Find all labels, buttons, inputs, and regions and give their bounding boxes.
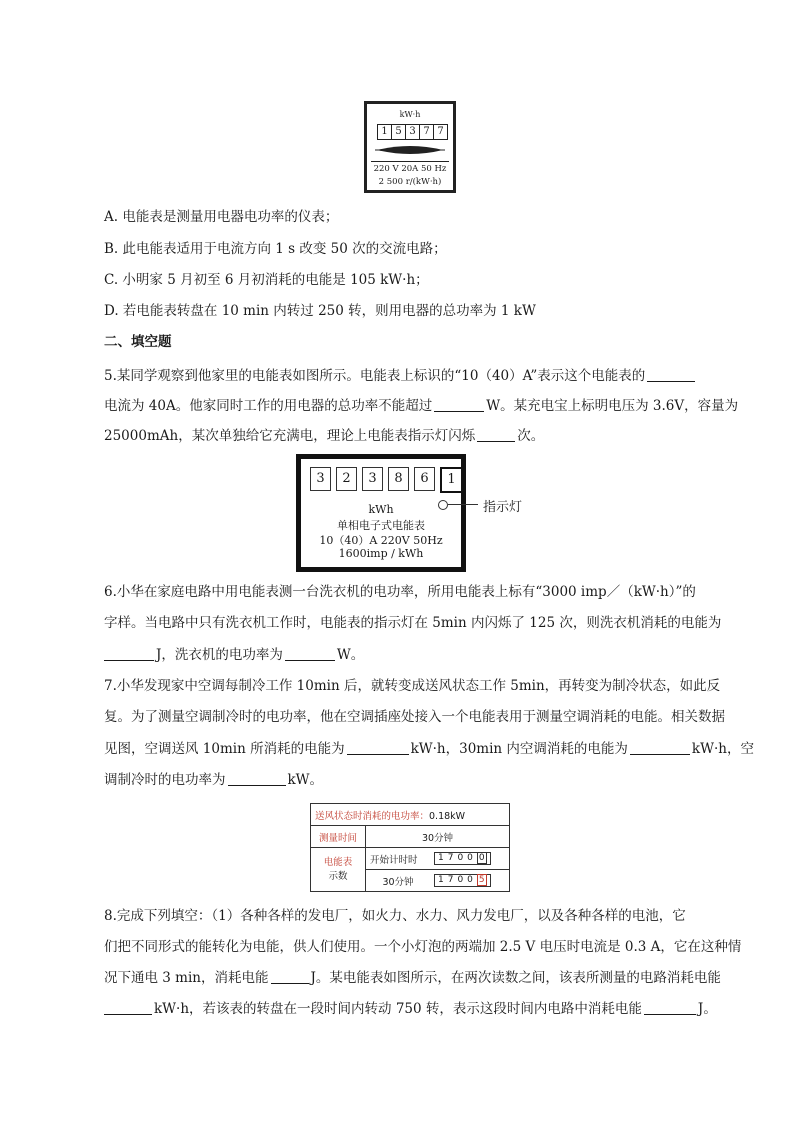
- q5-text: 5.某同学观察到他家里的电能表如图所示。电能表上标识的“10（40）A”表示这个电能表的: [104, 368, 646, 384]
- answer-blank[interactable]: [477, 427, 515, 442]
- q7-text: kW。: [287, 772, 324, 788]
- meter1-constant: 2 500 r/(kW·h): [378, 177, 442, 187]
- end-last-digit: 5: [478, 875, 485, 885]
- meter1-unit: kW·h: [399, 110, 421, 119]
- q6-text: W。: [336, 647, 365, 663]
- meter2-digit: 3: [362, 467, 383, 491]
- answer-blank[interactable]: [285, 646, 335, 661]
- q4-option-c: C. 小明家 5 月初至 6 月初消耗的电能是 105 kW·h；: [104, 272, 429, 288]
- q4-option-d: D. 若电能表转盘在 10 min 内转过 250 转，则用电器的总功率为 1 kW: [104, 303, 536, 319]
- q8-line-4: [104, 999, 717, 1019]
- table-cell: [311, 804, 510, 826]
- table-row: [311, 826, 510, 848]
- indicator-light-icon: [438, 500, 448, 510]
- answer-blank[interactable]: [228, 771, 286, 786]
- q7-line-1: 7.小华发现家中空调每制冷工作 10min 后，就转变成送风状态工作 5min，再转变为制冷状态，如此反: [104, 678, 721, 694]
- q8-text: 况下通电 3 min，消耗电能: [104, 970, 269, 986]
- answer-blank[interactable]: [644, 1000, 696, 1015]
- table-cell: 测量时间: [311, 826, 366, 848]
- q7-text: 见图，空调送风 10min 所消耗的电能为: [104, 741, 345, 757]
- q5-text: 25000mAh，某次单独给它充满电，理论上电能表指示灯闪烁: [104, 428, 476, 444]
- section-heading: 二、填空题: [104, 334, 172, 350]
- meter1-digit: 3: [406, 125, 420, 139]
- ac-data-table: [310, 803, 510, 892]
- start-reading: [434, 852, 491, 865]
- q7-text: kW·h，30min 内空调消耗的电能为: [410, 741, 628, 757]
- start-last-digit: 0: [478, 853, 485, 863]
- meter1-digit: 7: [420, 125, 434, 139]
- meter2-digit: 8: [388, 467, 409, 491]
- table-cell: 开始计时时: [366, 848, 431, 870]
- q5-line-1: [104, 366, 697, 386]
- meter2-digit: 6: [414, 467, 435, 491]
- meter-label-2: 示数: [328, 870, 348, 882]
- q6-text: J，洗衣机的电功率为: [156, 647, 283, 663]
- meter1-digits: [377, 124, 448, 140]
- meter2-digit: 1: [440, 467, 463, 493]
- meter1-rotor-icon: [375, 144, 445, 156]
- table-cell: [311, 848, 366, 892]
- meter2-name: 单相电子式电能表: [337, 519, 425, 532]
- start-digits: 1700: [438, 853, 477, 863]
- meter2-spec: 10（40）A 220V 50Hz: [319, 534, 443, 547]
- q8-text: J。: [697, 1001, 717, 1017]
- q8-text: kW·h，若该表的转盘在一段时间内转动 750 转，表示这段时间内电路中消耗电能: [154, 1001, 642, 1017]
- indicator-leader-line: [448, 504, 478, 505]
- meter2-digit: 3: [310, 467, 331, 491]
- q8-line-2: 们把不同形式的能转化为电能，供人们使用。一个小灯泡的两端加 2.5 V 电压时电流是 0.3 A，它在这种情: [104, 939, 742, 955]
- q5-text: 电流为 40A。他家同时工作的用电器的总功率不能超过: [104, 398, 433, 414]
- row1-value: 0.18kW: [429, 810, 466, 822]
- meter2-imp: 1600imp / kWh: [338, 547, 424, 560]
- q8-line-1: 8.完成下列填空：（1）各种各样的发电厂，如火力、水力、风力发电厂，以及各种各样的电池，它: [104, 908, 686, 924]
- meter-figure-2: [296, 454, 466, 572]
- q7-text: 调制冷时的电功率为: [104, 772, 226, 788]
- answer-blank[interactable]: [271, 969, 309, 984]
- table-cell: [430, 870, 510, 892]
- q7-line-4: [104, 770, 323, 790]
- q5-line-2: [104, 396, 738, 416]
- table-row: [311, 804, 510, 826]
- meter1-digit: 1: [378, 125, 392, 139]
- table-row: [311, 848, 510, 870]
- q5-text: 次。: [517, 428, 545, 444]
- answer-blank[interactable]: [104, 1000, 152, 1015]
- answer-blank[interactable]: [630, 740, 690, 755]
- table-cell: 30分钟: [366, 870, 431, 892]
- q7-text: kW·h，空: [691, 741, 754, 757]
- meter1-digit: 7: [437, 126, 444, 137]
- answer-blank[interactable]: [647, 367, 695, 382]
- q5-line-3: [104, 426, 544, 446]
- meter-label: 电能表: [323, 856, 353, 868]
- q6-line-3: [104, 645, 364, 665]
- q4-option-a: A. 电能表是测量用电器电功率的仪表；: [104, 209, 339, 225]
- q8-text: J。某电能表如图所示，在两次读数之间，该表所测量的电路消耗电能: [310, 970, 721, 986]
- meter2-digits: [310, 467, 468, 493]
- answer-blank[interactable]: [434, 397, 484, 412]
- table-cell: 30分钟: [366, 826, 510, 848]
- answer-blank[interactable]: [104, 646, 154, 661]
- end-reading: [434, 874, 491, 887]
- table-cell: [430, 848, 510, 870]
- q8-line-3: [104, 968, 721, 988]
- indicator-label: 指示灯: [483, 500, 523, 515]
- meter1-spec: 220 V 20A 50 Hz: [373, 164, 447, 174]
- meter2-unit: kWh: [368, 503, 394, 516]
- q6-line-2: 字样。当电路中只有洗衣机工作时，电能表的指示灯在 5min 内闪烁了 125 次，则洗衣机消耗的电能为: [104, 615, 722, 631]
- q7-line-3: [104, 739, 754, 759]
- meter1-digit: 5: [392, 125, 406, 139]
- q6-line-1: 6.小华在家庭电路中用电能表测一台洗衣机的电功率，所用电能表上标有“3000 imp／（kW·h）”的: [104, 584, 696, 600]
- q5-text: W。某充电宝上标明电压为 3.6V，容量为: [486, 398, 739, 414]
- meter-figure-1: [364, 101, 456, 193]
- q7-line-2: 复。为了测量空调制冷时的电功率，他在空调插座处接入一个电能表用于测量空调消耗的电能。相关数据: [104, 709, 725, 725]
- meter2-digit: 2: [336, 467, 357, 491]
- q4-option-b: B. 此电能表适用于电流方向 1 s 改变 50 次的交流电路；: [104, 241, 447, 257]
- meter1-divider: [371, 161, 449, 162]
- answer-blank[interactable]: [347, 740, 409, 755]
- end-digits: 1700: [438, 875, 477, 885]
- row1-label: 送风状态时消耗的电功率：: [315, 810, 430, 822]
